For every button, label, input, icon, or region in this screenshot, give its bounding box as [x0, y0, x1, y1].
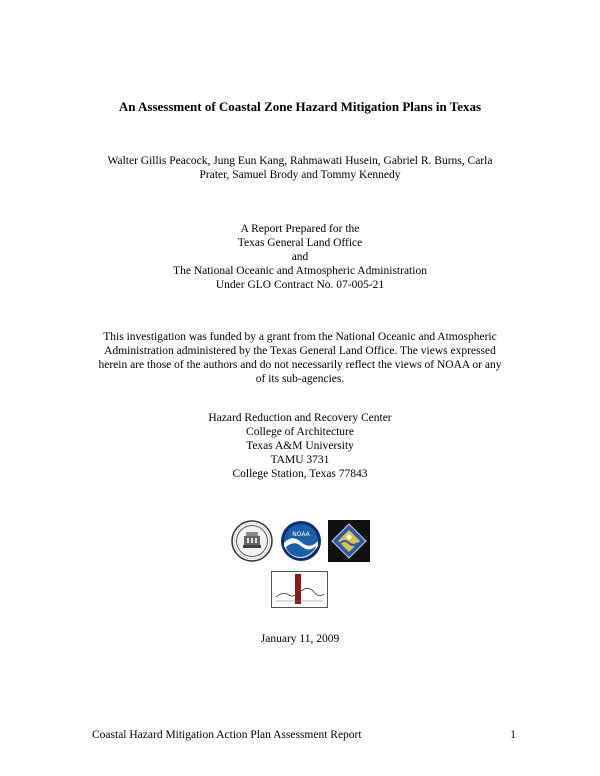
funding-line: Administration administered by the Texas General Land Office. The views expressed: [104, 345, 496, 357]
footer-page-number: 1: [510, 729, 516, 741]
report-title: An Assessment of Coastal Zone Hazard Mitigation Plans in Texas: [118, 99, 482, 114]
prepared-line: and: [291, 251, 309, 263]
institution-address: [60, 411, 540, 481]
report-date: January 11, 2009: [260, 633, 340, 645]
author-line: Walter Gillis Peacock, Jung Eun Kang, Rahmawati Husein, Gabriel R. Burns, Carla: [107, 155, 493, 167]
address-line: College Station, Texas 77843: [232, 468, 368, 480]
funding-line: of its sub-agencies.: [255, 373, 345, 385]
funding-line: This investigation was funded by a grant from the National Oceanic and Atmospheric: [103, 331, 497, 343]
noaa-logo-icon: [280, 520, 322, 562]
funding-statement: [60, 330, 540, 386]
address-line: TAMU 3731: [270, 454, 330, 466]
texas-glo-seal-icon: [231, 520, 273, 562]
address-line: Texas A&M University: [246, 440, 354, 452]
sponsor-logos: [0, 520, 600, 566]
noaa-logo-text: NOAA: [292, 531, 310, 538]
funding-line: herein are those of the authors and do not necessarily reflect the views of NOAA or any: [98, 359, 502, 371]
prepared-line: A Report Prepared for the: [240, 223, 360, 235]
prepared-line: Under GLO Contract No. 07-005-21: [215, 279, 385, 291]
prepared-line: The National Oceanic and Atmospheric Administration: [173, 265, 427, 277]
prepared-for-block: [60, 222, 540, 292]
address-line: Hazard Reduction and Recovery Center: [208, 412, 392, 424]
address-line: College of Architecture: [246, 426, 354, 438]
footer-running-title: Coastal Hazard Mitigation Action Plan Assessment Report: [92, 729, 362, 741]
coastal-management-logo-icon: [328, 520, 370, 562]
prepared-line: Texas General Land Office: [237, 237, 363, 249]
author-list: [60, 154, 540, 182]
hrrc-logo-icon: [271, 571, 328, 608]
author-line: Prater, Samuel Brody and Tommy Kennedy: [199, 169, 401, 181]
